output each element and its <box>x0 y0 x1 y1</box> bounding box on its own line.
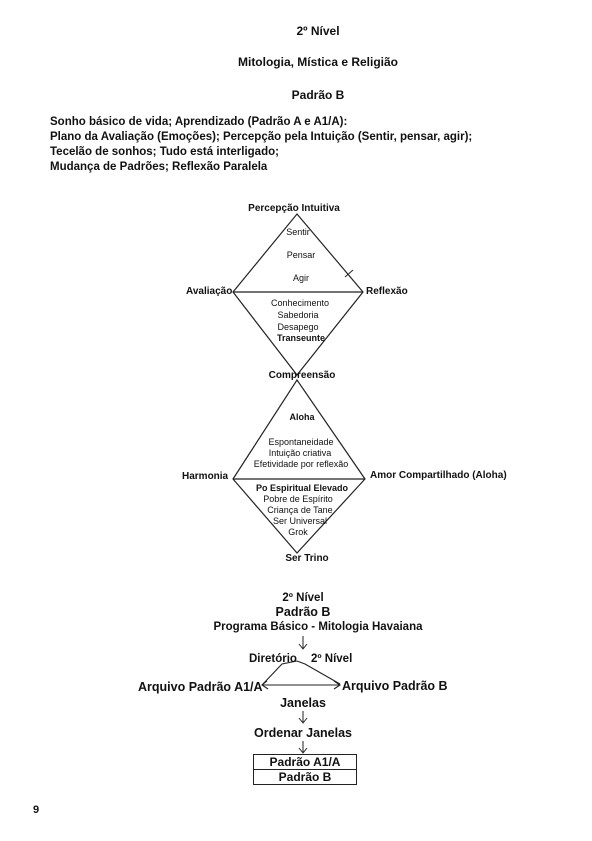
flow-level: 2º Nível <box>282 592 324 604</box>
diamond-top-label: Percepção Intuitiva <box>248 203 340 214</box>
diamond-title: Po Espiritual Elevado <box>255 483 349 493</box>
diamond-item: Sentir <box>286 227 310 237</box>
diamond-left-label: Harmonia <box>182 471 229 482</box>
diamond-item: Conhecimento <box>270 298 330 308</box>
intro-line: Mudança de Padrões; Reflexão Paralela <box>50 161 268 173</box>
flow-program: Programa Básico - Mitologia Havaiana <box>213 621 423 633</box>
diamond-item: Criança de Tane <box>267 505 333 515</box>
file-right: Arquivo Padrão B <box>342 679 448 693</box>
intro-line: Sonho básico de vida; Aprendizado (Padrão A e A1/A): <box>50 116 348 128</box>
flow-directory: Diretório <box>249 653 297 665</box>
diamond-item: Espontaneidade <box>268 437 334 447</box>
diamond-item: Desapego <box>277 322 319 332</box>
diamond-right-label: Reflexão <box>366 286 408 297</box>
diamond-bottom-label: Compreensão <box>268 370 336 381</box>
diamond-item: Agir <box>292 273 310 283</box>
diamond-item: Ser Universal <box>272 516 328 526</box>
diamond-item: Transeunte <box>276 333 326 343</box>
diamond-item: Pensar <box>286 250 316 260</box>
file-left: Arquivo Padrão A1/A <box>138 680 263 694</box>
flow-order-windows: Ordenar Janelas <box>254 726 352 740</box>
diamond-left-label: Avaliação <box>186 286 233 297</box>
page-title: Mitologia, Mística e Religião <box>237 55 399 69</box>
intro-line: Plano da Avaliação (Emoções); Percepção pela Intuição (Sentir, pensar, agir); <box>50 131 473 143</box>
diamond-item: Grok <box>288 527 308 537</box>
flow-directory-level: 2º Nível <box>311 653 353 665</box>
diamond-item: Intuição criativa <box>268 448 332 458</box>
level-heading: 2º Nível <box>296 24 340 38</box>
pattern-heading: Padrão B <box>291 88 345 102</box>
diamond-item: Pobre de Espírito <box>263 494 333 504</box>
intro-line: Tecelão de sonhos; Tudo está interligado; <box>50 146 279 158</box>
diamond-title: Aloha <box>289 412 315 422</box>
diamond-item: Sabedoria <box>277 310 319 320</box>
diamond-right-label: Amor Compartilhado (Aloha) <box>370 470 507 481</box>
top-diamond-outline <box>233 214 363 375</box>
box-item: Padrão A1/A <box>253 754 357 770</box>
page-number: 9 <box>33 804 40 816</box>
diamond-bottom-label: Ser Trino <box>285 553 329 564</box>
box-item: Padrão B <box>253 769 357 785</box>
diamond-item: Efetividade por reflexão <box>253 459 349 469</box>
flow-pattern: Padrão B <box>275 605 331 619</box>
flow-windows: Janelas <box>280 696 326 710</box>
